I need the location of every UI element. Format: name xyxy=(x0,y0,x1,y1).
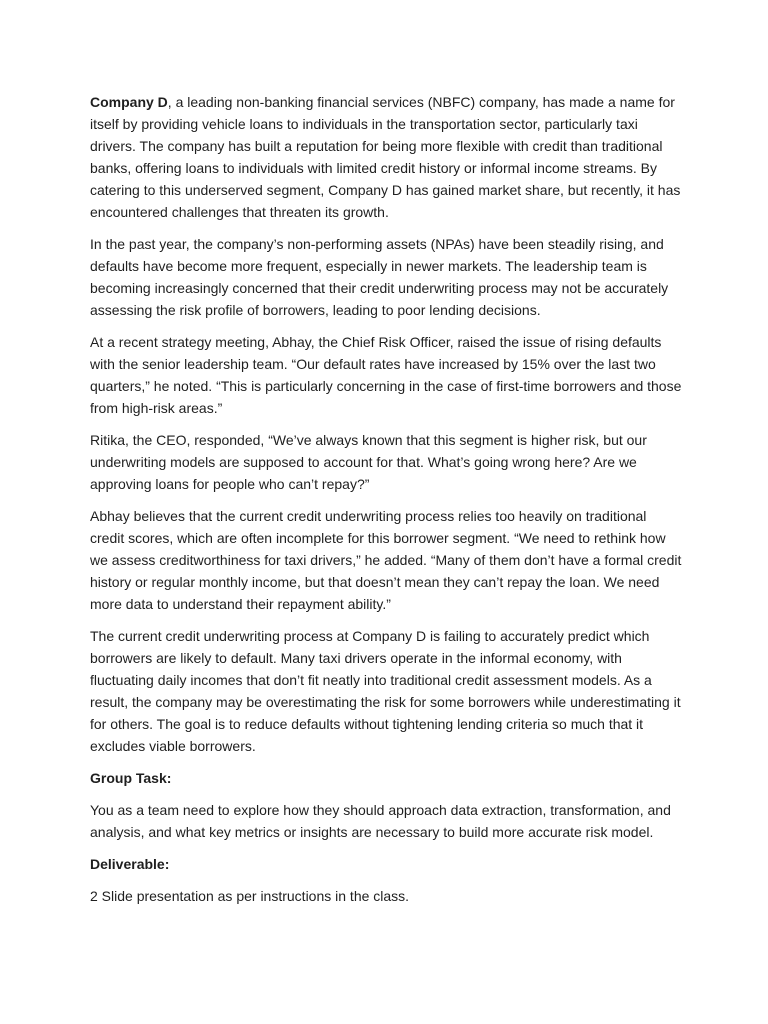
intro-paragraph xyxy=(90,91,682,223)
company-name: Company D xyxy=(90,94,168,110)
intro-text: , a leading non-banking financial services (NBFC) company, has made a name for itself by providing vehicle loans to individuals in the transportation sector, particularly taxi drivers. The company has built a reputation for being more flexible with credit than traditional banks, offering loans to individuals with limited credit history or informal income streams. By catering to this underserved segment, Company D has gained market share, but recently, it has encountered challenges that threaten its growth. xyxy=(90,94,681,220)
deliverable-text: 2 Slide presentation as per instructions in the class. xyxy=(90,888,410,904)
group-task-text: You as a team need to explore how they should approach data extraction, transformation, and analysis, and what key metrics or insights are necessary to build more accurate risk model. xyxy=(90,802,671,840)
strategy-meeting-paragraph: At a recent strategy meeting, Abhay, the Chief Risk Officer, raised the issue of rising defaults with the senior leadership team. “Our default rates have increased by 15% over the last two quarters,” he noted. “This is particularly concerning in the case of first-time borrowers and those from high-risk areas.” xyxy=(90,334,682,416)
document-body xyxy=(90,91,682,917)
npa-paragraph: In the past year, the company’s non-performing assets (NPAs) have been steadily rising, and defaults have become more frequent, especially in newer markets. The leadership team is becoming increasingly concerned that their credit underwriting process may not be accurately assessing the risk profile of borrowers, leading to poor lending decisions. xyxy=(90,236,669,318)
ceo-response-paragraph: Ritika, the CEO, responded, “We’ve always known that this segment is higher risk, but our underwriting models are supposed to account for that. What’s going wrong here? Are we approving loans for people who can’t repay?” xyxy=(90,432,647,492)
deliverable-heading: Deliverable: xyxy=(90,856,170,872)
group-task-heading: Group Task: xyxy=(90,770,172,786)
underwriting-concern-paragraph: Abhay believes that the current credit underwriting process relies too heavily on traditional credit scores, which are often incomplete for this borrower segment. “We need to rethink how we assess creditworthiness for taxi drivers,” he added. “Many of them don’t have a formal credit history or regular monthly income, but that doesn’t mean they can’t repay the loan. We need more data to understand their repayment ability.” xyxy=(90,508,682,612)
problem-statement-paragraph: The current credit underwriting process at Company D is failing to accurately predict which borrowers are likely to default. Many taxi drivers operate in the informal economy, with fluctuating daily incomes that don’t fit neatly into traditional credit assessment models. As a result, the company may be overestimating the risk for some borrowers while underestimating it for others. The goal is to reduce defaults without tightening lending criteria so much that it excludes viable borrowers. xyxy=(90,628,681,754)
